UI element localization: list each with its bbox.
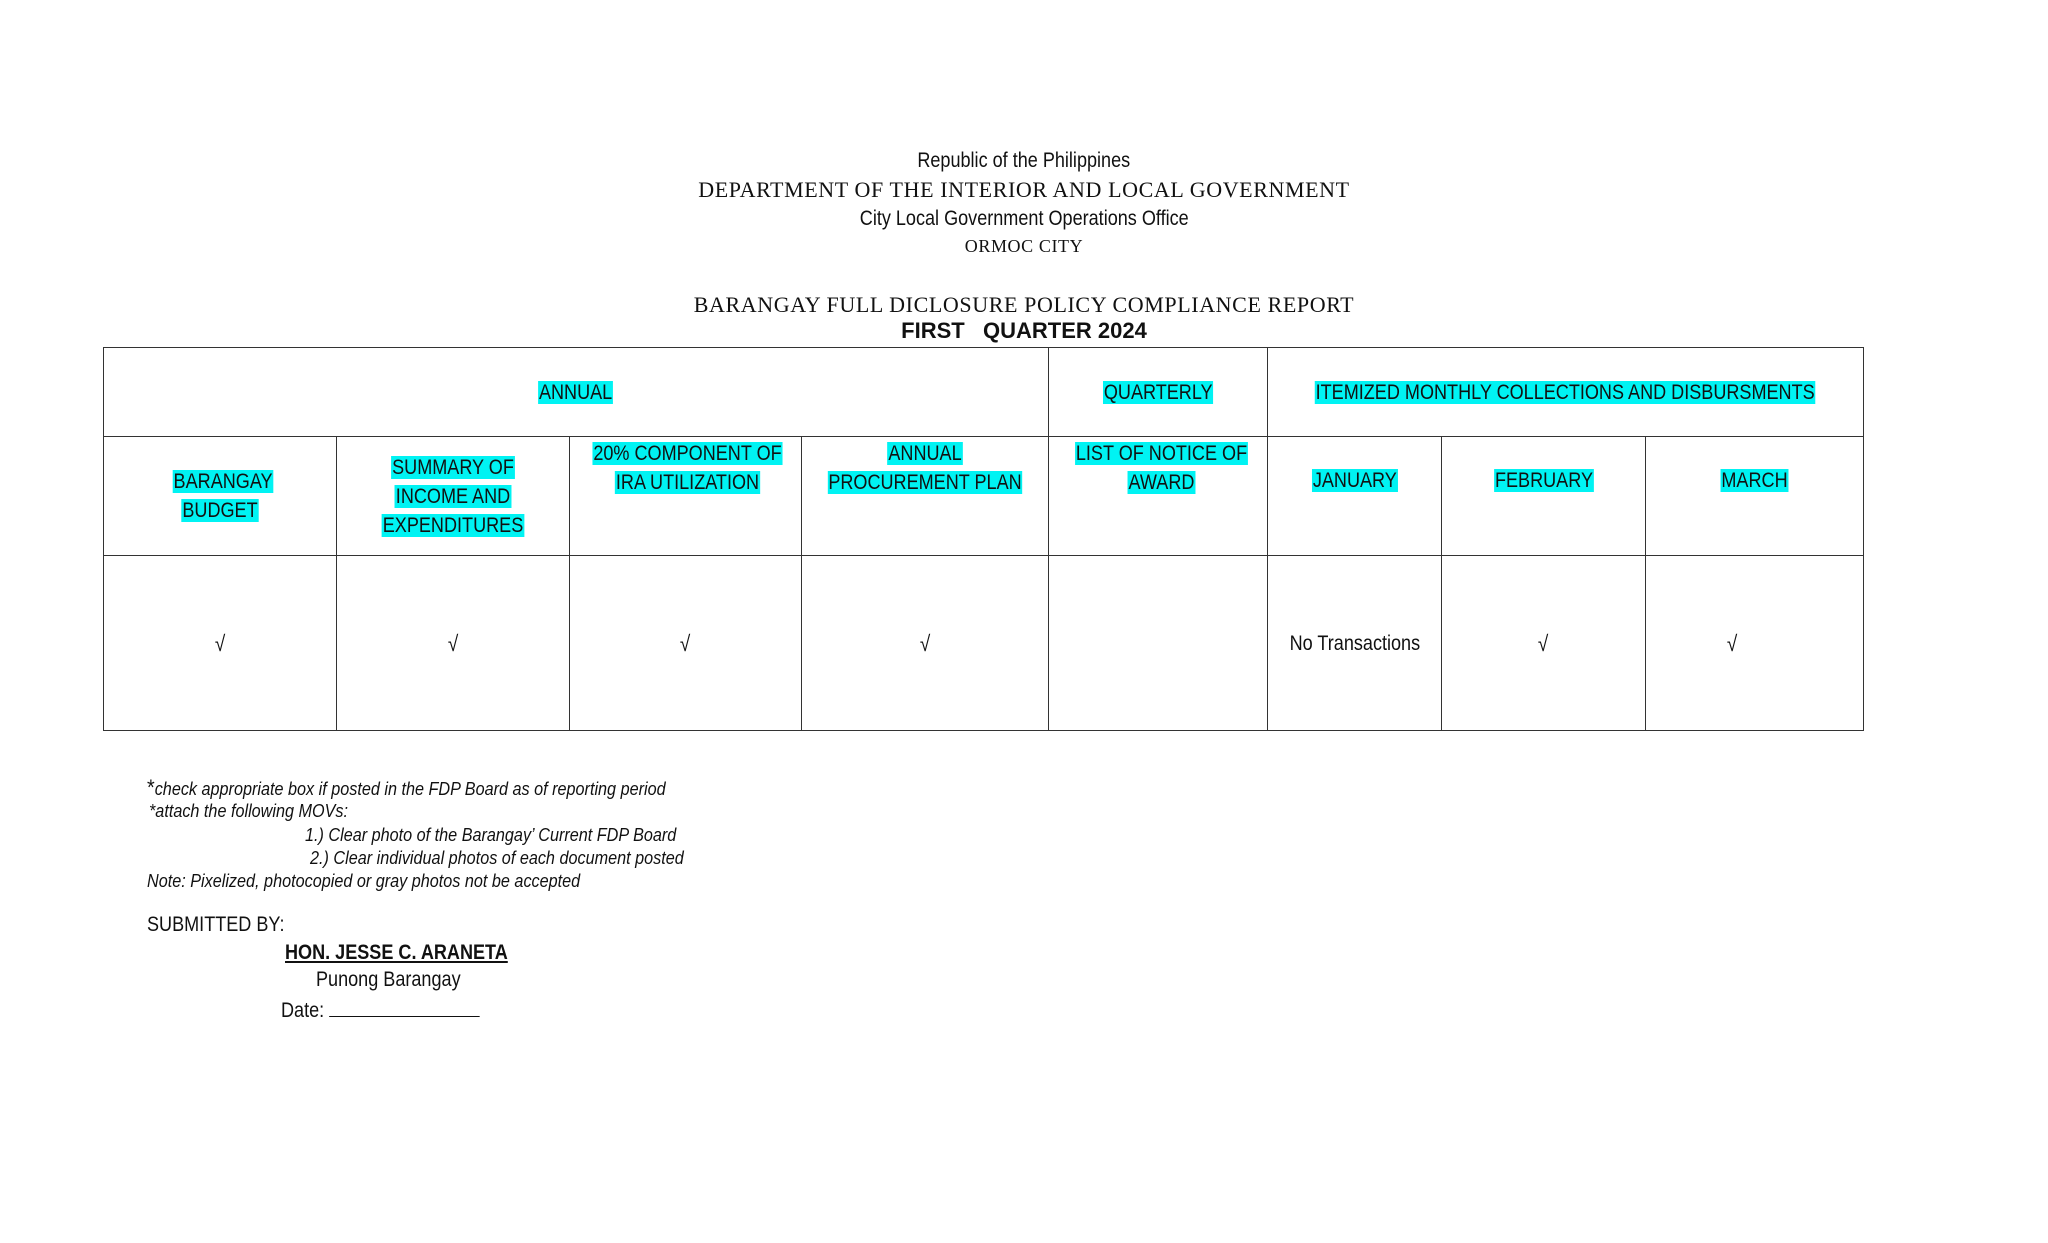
signatory-title: Punong Barangay	[316, 968, 461, 991]
group-annual-cell	[104, 348, 1049, 437]
group-monthly-label: ITEMIZED MONTHLY COLLECTIONS AND DISBURSMENTS	[1315, 380, 1816, 404]
check-mark: √	[680, 630, 691, 656]
note-attach-movs: *attach the following MOVs:	[149, 801, 348, 821]
note-mov-2: 2.) Clear individual photos of each document posted	[310, 848, 684, 868]
check-mark: √	[919, 630, 931, 656]
report-title: BARANGAY FULL DICLOSURE POLICY COMPLIANCE REPORT	[693, 292, 1355, 317]
report-quarter: FIRST QUARTER 2024	[901, 318, 1147, 343]
col-header-march: MARCH	[1646, 437, 1864, 556]
status-march	[1646, 556, 1864, 731]
header-office: City Local Government Operations Office	[859, 207, 1189, 230]
status-ira-utilization	[570, 556, 802, 731]
note-photo-quality: Note: Pixelized, photocopied or gray photos not be accepted	[147, 871, 581, 891]
col-header-january: JANUARY	[1268, 437, 1442, 556]
column-header-row	[104, 437, 1864, 556]
status-summary-income	[337, 556, 570, 731]
check-mark: √	[214, 630, 226, 656]
status-january: No Transactions	[1268, 556, 1442, 731]
check-mark: √	[1538, 630, 1549, 656]
group-quarterly-label: QUARTERLY	[1103, 380, 1213, 404]
status-notice-of-award	[1049, 556, 1268, 731]
col-header-february: FEBRUARY	[1442, 437, 1646, 556]
note-mov-1: 1.) Clear photo of the Barangay’ Current FDP Board	[305, 825, 677, 845]
col-header-notice-of-award: LIST OF NOTICE OF AWARD	[1049, 437, 1268, 556]
note-check-box: *check appropriate box if posted in the FDP Board as of reporting period	[147, 775, 666, 800]
col-header-summary-income: SUMMARY OF INCOME AND EXPENDITURES	[337, 437, 570, 556]
status-procurement-plan	[802, 556, 1049, 731]
date-field: Date:	[281, 996, 480, 1023]
group-quarterly-cell	[1049, 348, 1268, 437]
header-department: DEPARTMENT OF THE INTERIOR AND LOCAL GOVERNMENT	[698, 177, 1350, 202]
col-header-ira-utilization: 20% COMPONENT OF IRA UTILIZATION	[570, 437, 802, 556]
group-header-row	[104, 348, 1864, 437]
signatory-name: HON. JESSE C. ARANETA	[285, 941, 508, 964]
header-city: ORMOC CITY	[964, 236, 1084, 256]
date-blank-line	[329, 996, 480, 1017]
submitted-by-label: SUBMITTED BY:	[147, 913, 285, 936]
status-row	[104, 556, 1864, 731]
status-barangay-budget	[104, 556, 337, 731]
group-monthly-cell	[1268, 348, 1864, 437]
group-annual-label: ANNUAL	[539, 380, 613, 404]
check-mark: √	[447, 630, 459, 656]
compliance-table	[103, 347, 1864, 731]
check-mark: √	[1726, 630, 1738, 656]
header-republic: Republic of the Philippines	[917, 149, 1131, 172]
col-header-barangay-budget: BARANGAY BUDGET	[104, 437, 337, 556]
status-february	[1442, 556, 1646, 731]
col-header-procurement-plan: ANNUAL PROCUREMENT PLAN	[802, 437, 1049, 556]
